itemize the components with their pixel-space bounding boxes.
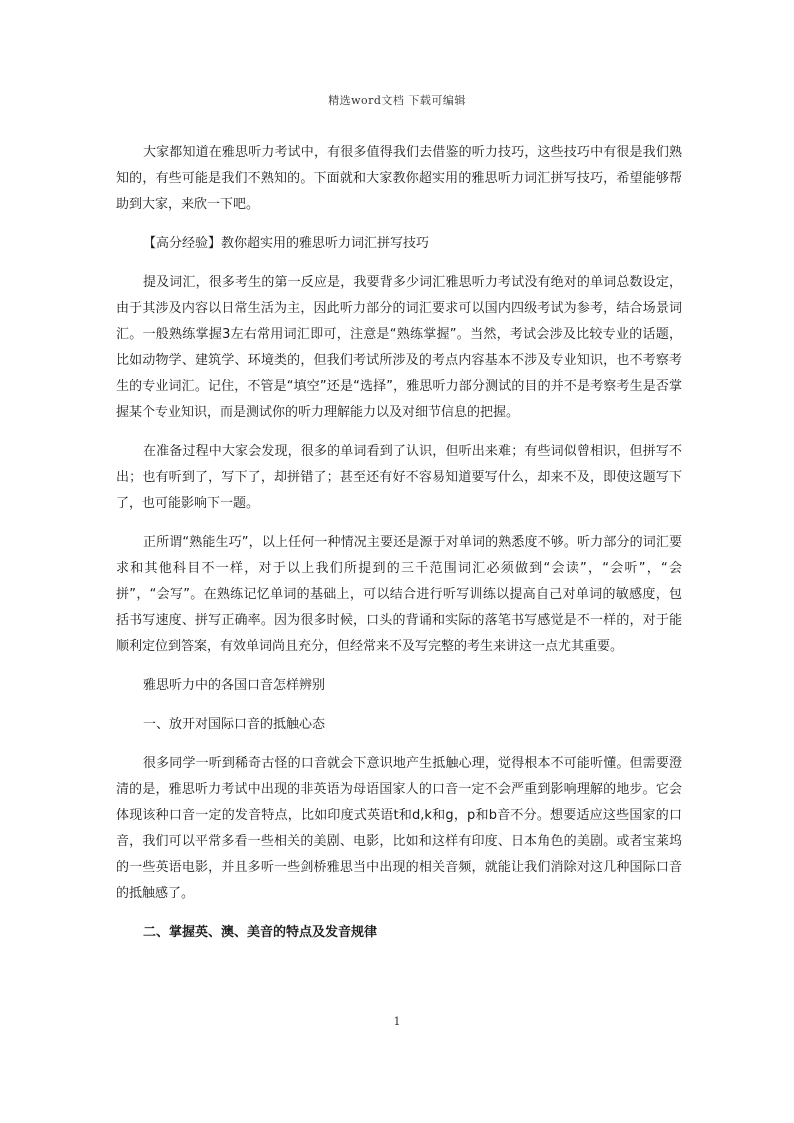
page-header: 精选word文档 下载可编辑	[328, 94, 466, 107]
page-number: 1	[393, 1015, 401, 1028]
section-heading: 【高分经验】教你超实用的雅思听力词汇拼写技巧	[143, 236, 430, 251]
body-paragraph: 在准备过程中大家会发现，很多的单词看到了认识，但听出来难；有些词似曾相识，但拼写不出；也有听到了，写下了，却拼错了；甚至还有好不容易知道要写什么，却来不及，即使这题写下了，也可能影响下一题。	[116, 444, 682, 511]
document-body	[116, 140, 682, 959]
subsection-heading: 一、放开对国际口音的抵触心态	[143, 717, 326, 732]
section-heading: 雅思听力中的各国口音怎样辨别	[143, 678, 326, 693]
body-paragraph: 提及词汇，很多考生的第一反应是，我要背多少词汇雅思听力考试没有绝对的单词总数设定，由于其涉及内容以日常生活为主，因此听力部分的词汇要求可以国内四级考试为参考，结合场景词汇。一般熟练掌握3左右常用词汇即可，注意是“熟练掌握”。当然，考试会涉及比较专业的话题，比如动物学、建筑学、环境类的，但我们考试所涉及的考点内容基本不涉及专业知识，也不考察考生的专业词汇。记住，不管是“填空”还是“选择”，雅思听力部分测试的目的并不是考察考生是否掌握某个专业知识，而是测试你的听力理解能力以及对细节信息的把握。	[116, 275, 682, 420]
intro-paragraph: 大家都知道在雅思听力考试中，有很多值得我们去借鉴的听力技巧，这些技巧中有很是我们熟知的，有些可能是我们不熟知的。下面就和大家教你超实用的雅思听力词汇拼写技巧，希望能够帮助到大家，来欣一下吧。	[116, 145, 682, 212]
subsection-heading: 二、掌握英、澳、美音的特点及发音规律	[143, 925, 378, 940]
body-paragraph: 正所谓“熟能生巧”，以上任何一种情况主要还是源于对单词的熟悉度不够。听力部分的词汇要求和其他科目不一样，对于以上我们所提到的三千范围词汇必须做到“会读”，“会听”，“会拼”，“会写”。在熟练记忆单词的基础上，可以结合进行听写训练以提高自己对单词的敏感度，包括书写速度、拼写正确率。因为很多时候，口头的背诵和实际的落笔书写感觉是不一样的，对于能顺利定位到答案，有效单词尚且充分，但经常来不及写完整的考生来讲这一点尤其重要。	[116, 535, 682, 654]
body-paragraph: 很多同学一听到稀奇古怪的口音就会下意识地产生抵触心理，觉得根本不可能听懂。但需要澄清的是，雅思听力考试中出现的非英语为母语国家人的口音一定不会严重到影响理解的地步。它会体现该种口音一定的发音特点，比如印度式英语t和d,k和g，p和b音不分。想要适应这些国家的口音，我们可以平常多看一些相关的美剧、电影，比如和这样有印度、日本角色的美剧。或者宝莱坞的一些英语电影，并且多听一些剑桥雅思当中出现的相关音频，就能让我们消除对这几种国际口音的抵触感了。	[116, 756, 682, 901]
